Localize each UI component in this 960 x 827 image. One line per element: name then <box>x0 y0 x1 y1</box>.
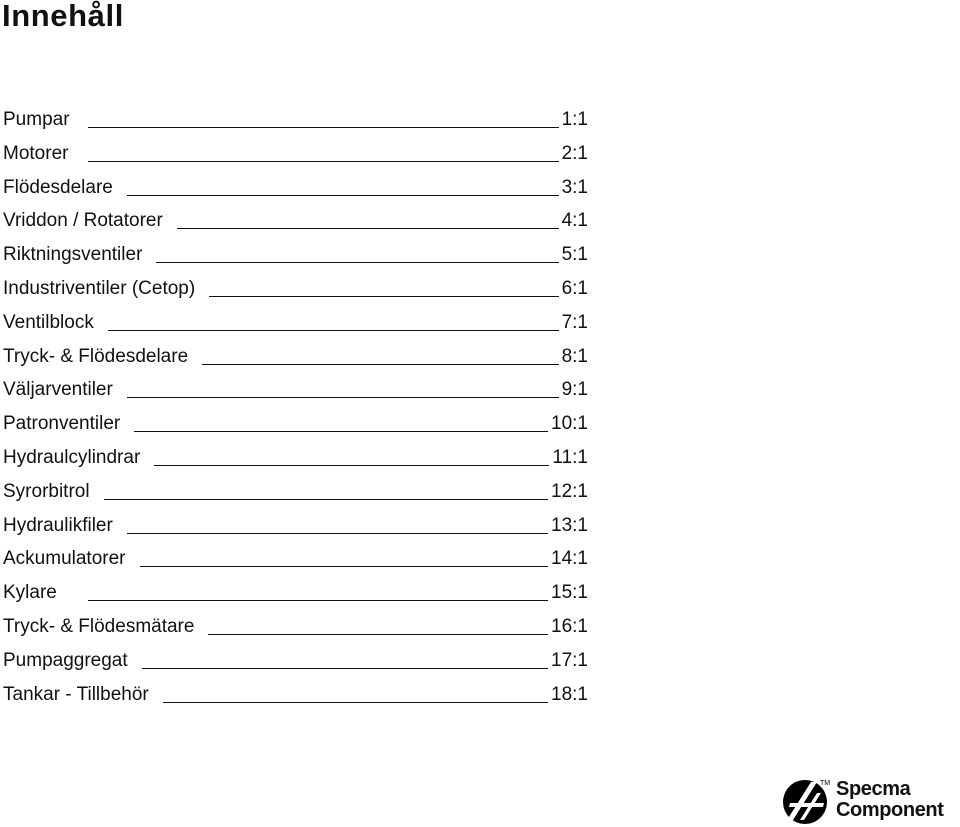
toc-page-number: 11:1 <box>552 446 588 468</box>
toc-page-number: 17:1 <box>551 649 588 671</box>
toc-label: Tryck- & Flödesmätare <box>3 615 195 637</box>
toc-page-number: 1:1 <box>561 109 588 130</box>
toc-leader-line <box>127 533 548 534</box>
toc-label: Hydraulikfiler <box>3 514 113 536</box>
toc-label: Tankar - Tillbehör <box>3 683 149 705</box>
toc-row <box>3 272 603 306</box>
toc-leader-line <box>127 397 559 398</box>
toc-page-number: 7:1 <box>561 311 588 333</box>
toc-page-number: 16:1 <box>551 615 588 637</box>
toc-leader-line <box>177 228 559 229</box>
toc-label: Flödesdelare <box>3 176 113 198</box>
toc-page-number: 8:1 <box>561 345 588 367</box>
toc-label: Tryck- & Flödesdelare <box>3 345 189 367</box>
toc-row <box>3 238 603 272</box>
toc-leader-line <box>208 634 548 635</box>
table-of-contents <box>3 103 603 711</box>
toc-leader-line <box>134 431 548 432</box>
toc-label: Väljarventiler <box>3 379 113 401</box>
specma-logo-icon <box>780 776 834 826</box>
logo-line-2: Component <box>836 799 944 821</box>
toc-leader-line <box>88 161 559 162</box>
page-title: Innehåll <box>2 0 124 33</box>
toc-row <box>3 137 603 171</box>
logo-wordmark <box>836 779 944 821</box>
toc-page-number: 9:1 <box>561 379 588 401</box>
toc-page-number: 2:1 <box>561 142 588 164</box>
toc-leader-line <box>209 296 558 297</box>
toc-row <box>3 340 603 374</box>
toc-row <box>3 306 603 340</box>
toc-page-number: 12:1 <box>551 480 588 502</box>
toc-label: Ackumulatorer <box>3 548 126 570</box>
toc-page-number: 5:1 <box>561 244 588 266</box>
logo-line-1: Specma <box>836 778 911 800</box>
toc-label: Industriventiler (Cetop) <box>3 277 196 299</box>
toc-row <box>3 204 603 238</box>
toc-page-number: 14:1 <box>551 548 588 570</box>
toc-row <box>3 171 603 205</box>
toc-label: Syrorbitrol <box>3 480 90 502</box>
toc-row <box>3 610 603 644</box>
toc-row <box>3 644 603 678</box>
toc-page-number: 13:1 <box>551 514 588 536</box>
toc-row <box>3 509 603 543</box>
toc-leader-line <box>163 702 548 703</box>
toc-label: Patronventiler <box>3 413 121 435</box>
toc-leader-line <box>140 566 549 567</box>
toc-leader-line <box>88 600 548 601</box>
toc-label: Hydraulcylindrar <box>3 446 141 468</box>
toc-row <box>3 678 603 712</box>
specma-component-logo <box>780 776 960 826</box>
toc-row <box>3 475 603 509</box>
toc-leader-line <box>104 499 548 500</box>
toc-label: Ventilblock <box>3 311 94 333</box>
toc-row <box>3 373 603 407</box>
toc-row <box>3 103 603 137</box>
trademark-mark: TM <box>820 780 831 787</box>
toc-page-number: 10:1 <box>551 413 588 435</box>
toc-page-number: 6:1 <box>561 277 588 299</box>
toc-leader-line <box>127 195 559 196</box>
toc-page-number: 4:1 <box>561 210 588 232</box>
toc-leader-line <box>142 668 548 669</box>
toc-label: Pumpar <box>3 109 70 130</box>
toc-row <box>3 441 603 475</box>
toc-row <box>3 542 603 576</box>
toc-label: Vriddon / Rotatorer <box>3 210 163 232</box>
toc-label: Riktningsventiler <box>3 244 143 266</box>
toc-leader-line <box>108 330 559 331</box>
toc-leader-line <box>88 127 559 128</box>
toc-label: Motorer <box>3 142 69 164</box>
toc-row <box>3 407 603 441</box>
toc-label: Pumpaggregat <box>3 649 128 671</box>
toc-page-number: 18:1 <box>551 683 588 705</box>
toc-leader-line <box>154 465 549 466</box>
toc-page-number: 15:1 <box>551 582 588 604</box>
toc-leader-line <box>202 364 558 365</box>
toc-row <box>3 576 603 610</box>
toc-page-number: 3:1 <box>561 176 588 198</box>
toc-leader-line <box>156 262 558 263</box>
toc-label: Kylare <box>3 582 57 604</box>
